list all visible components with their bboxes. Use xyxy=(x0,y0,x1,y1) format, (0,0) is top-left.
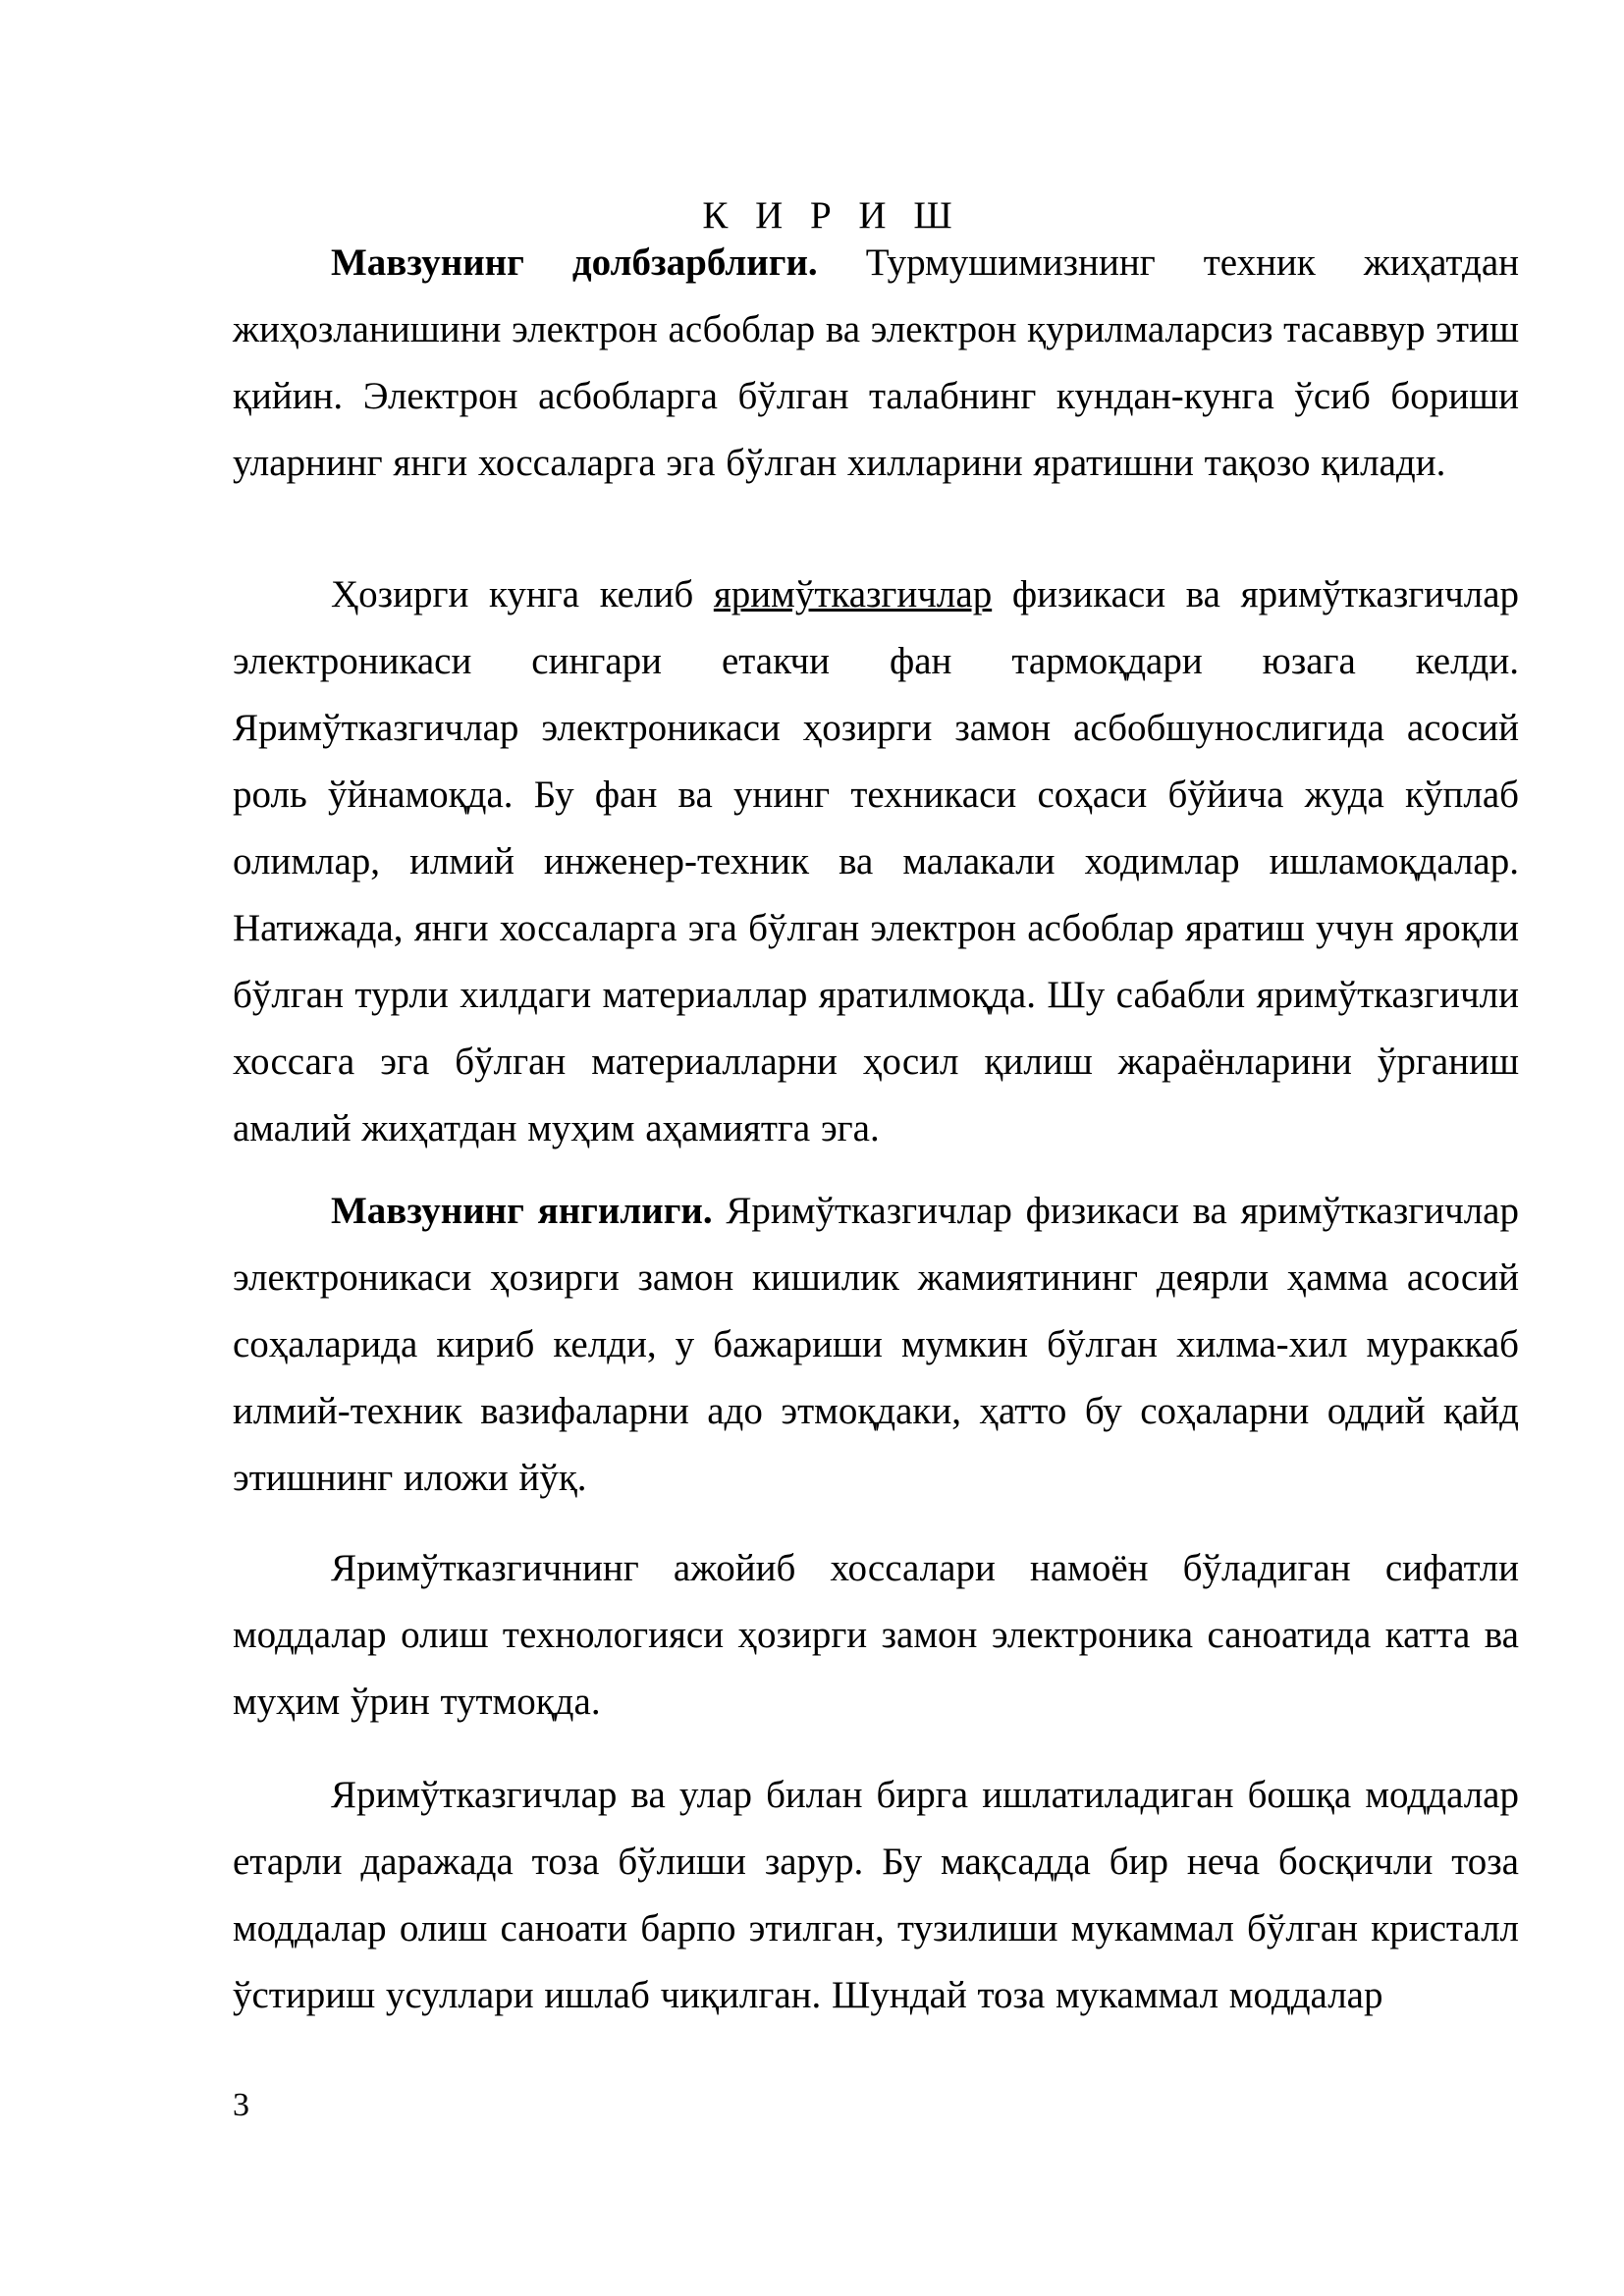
paragraph-text: физикаси ва яримўтказгичлар электроникаси сингари етакчи фан тармоқдари юзага келди. Яримўтказгичлар электроникаси ҳозирги замон асбобшунослигида асосий роль ўйнамоқда. Бу фан ва унинг техникаси соҳаси бўйича жуда кўплаб олимлар, илмий инженер-техник ва малакали ходимлар ишламоқдалар. Натижада, янги хоссаларга эга бўлган электрон асбоблар яратиш учун ярoқли бўлган турли хилдаги материаллар яратилмоқда. Шу сабабли яримўтказгичли хоссага эга бўлган материалларни ҳосил қилиш жараёнларини ўрганиш амалий жиҳатдан муҳим аҳамиятга эга. xyxy=(233,573,1520,1149)
paragraph-text: Турмушимизнинг техник жиҳатдан жиҳозланишини электрон асбоблар ва электрон қурилмаларсиз тасаввур этиш қийин. Электрон асбобларга бўлган талабнинг кундан-кунга ўсиб бориши уларнинг янги хоссаларга эга бўлган хилларини яратишни тақозо қилади. xyxy=(233,241,1520,484)
paragraph-technology: Яримўтказгичнинг ажойиб хоссалари намоён бўладиган сифатли моддалар олиш технологияси ҳозирги замон электроника саноатида катта ва муҳим ўрин тутмоқда. xyxy=(233,1547,1519,1723)
paragraph-novelty xyxy=(233,1178,1519,1512)
page-title: К И Р И Ш xyxy=(702,194,961,237)
page-number: 3 xyxy=(233,2087,249,2123)
paragraph-heading-relevance: Мавзунинг долбзарблиги. xyxy=(331,241,818,284)
paragraph-relevance xyxy=(233,230,1519,497)
hyperlink-semiconductors[interactable]: яримўтказгичлар xyxy=(713,573,993,615)
paragraph-text: Яримўтказгичлар физикаси ва яримўтказгичлар электроникаси ҳозирги замон кишилик жамиятининг деярли ҳамма асосий соҳаларида кириб келди, у бажариши мумкин бўлган хилма-хил мураккаб илмий-техник вазифаларни адо этмоқдаки, ҳатто бу соҳаларни оддий қайд этишнинг иложи йўқ. xyxy=(233,1190,1519,1499)
paragraph-heading-novelty: Мавзунинг янгилиги. xyxy=(331,1190,713,1232)
paragraph-purity: Яримўтказгичлар ва улар билан бирга ишлатиладиган бошқа моддалар етарли даражада тоза бўлиши зарур. Бу мақсадда бир неча босқичли тоза моддалар олиш саноати барпо этилган, тузилиши мукаммал бўлган кристалл ўстириш усуллари ишлаб чиқилган. Шундай тоза мукаммал моддалар xyxy=(233,1774,1519,2016)
paragraph-text: Ҳозирги кунга келиб xyxy=(331,573,714,615)
paragraph-semiconductors xyxy=(233,561,1519,1162)
